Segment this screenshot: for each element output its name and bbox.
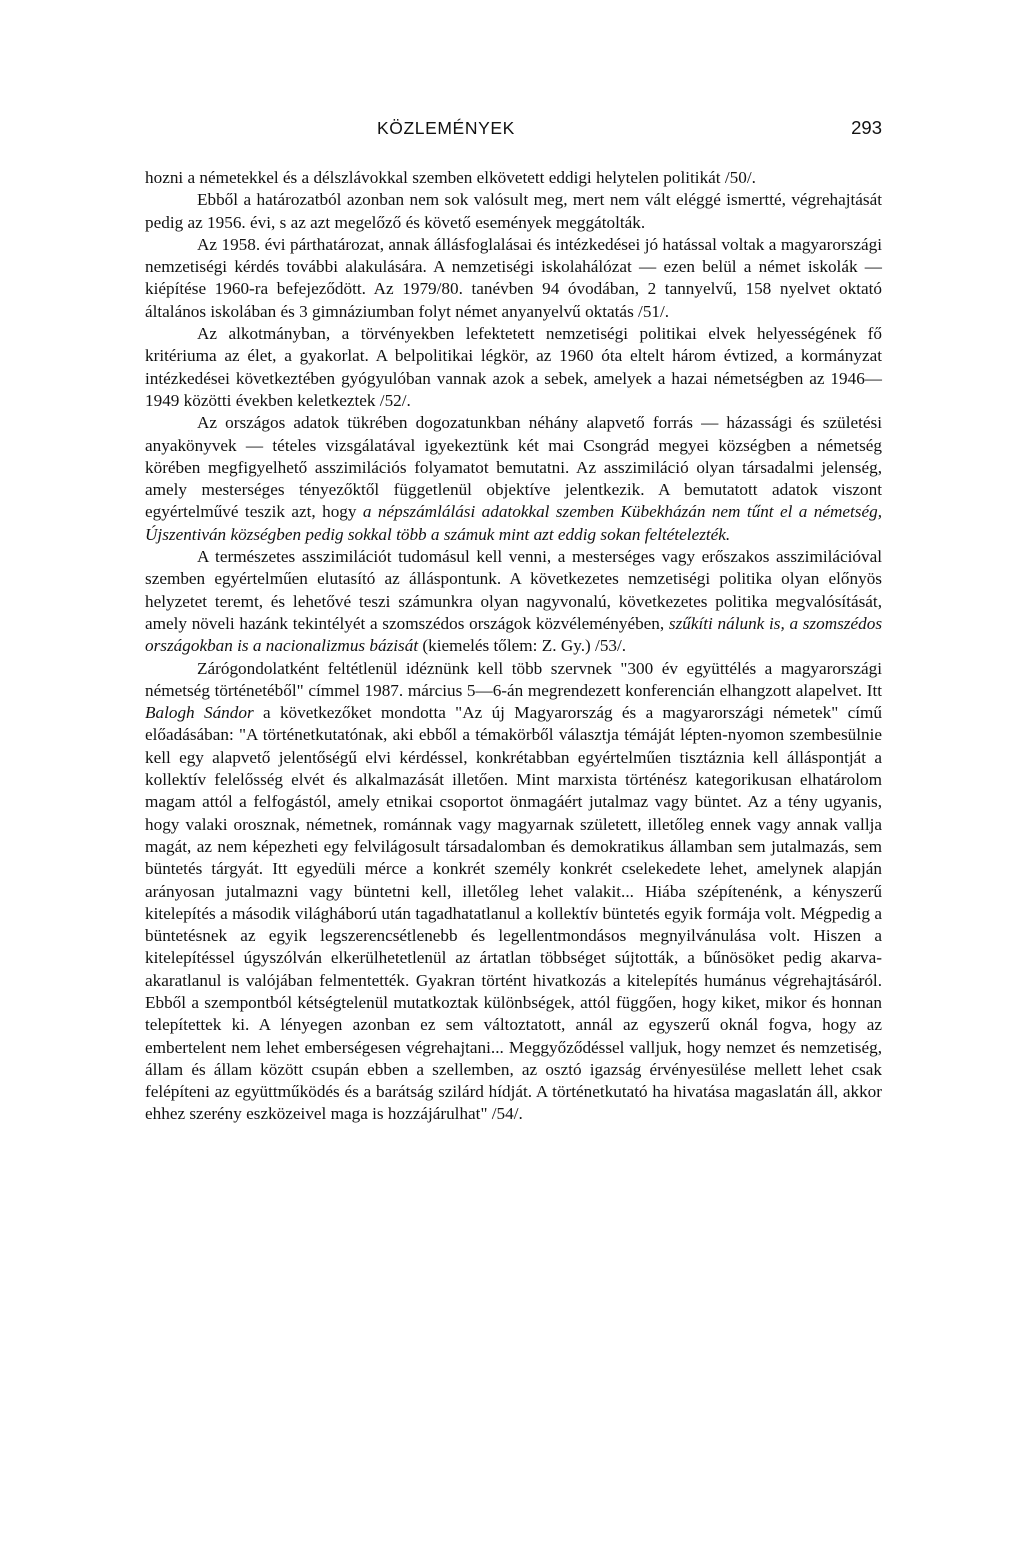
paragraph — [145, 412, 882, 546]
paragraph — [145, 234, 882, 323]
italic-text: a népszámlálási adatokkal szemben Kübekházán nem tűnt el a németség, Újszentiván községben pedig sokkal több a számuk mint azt eddig sokan feltételezték. — [145, 502, 882, 544]
text-run: Az 1958. évi párthatározat, annak állásfoglalásai és intézkedései jó hatással voltak a magyarországi nemzetiségi kérdés további alakulására. A nemzetiségi iskolahálózat — ezen belül a német iskolák — kiépítése 1960-ra befejeződött. Az 1979/80. tanévben 94 óvodában, 2 tannyelvű, 158 nyelvet oktató általános iskolában és 3 gimnáziumban folyt német anyanyelvű oktatás /51/. — [145, 234, 882, 321]
paragraph — [145, 167, 882, 189]
text-run: a következőket mondotta "Az új Magyarország és a magyarországi németek" című előadásában: "A történetkutatónak, aki ebből a témakörből választja témáját lépten-nyomon szembesülnie kell egy alapvető jelentőségű elvi kérdéssel, konkrétabban egyértelműen tisztáznia kell álláspontját a kollektív felelősség elvét és alkalmazását illetően. Mint marxista történész kategorikusan elhatárolom magam attól a felfogástól, amely etnikai csoportot önmagáért jutalmaz vagy büntet. Az a tény ugyanis, hogy valaki orosznak, németnek, románnak vagy magyarnak született, illetőleg ennek vagy annak vallja magát, az nem képezheti egy felvilágosult társadalomban és demokratikus államban sem jutalmazás, sem büntetés tárgyát. Itt egyedüli mérce a konkrét személy konkrét cselekedete lehet, amelynek alapján arányosan jutalmazni vagy büntetni kell, illetőleg lehet valakit... Hiába szépítenénk, a kényszerű kitelepítés a második világháború után tagadhatatlanul a kollektív büntetés egyik formája volt. Mégpedig a büntetésnek az egyik legszerencsétlenebb és legellentmondásos megnyilvánulása volt. Hiszen a kitelepítéssel úgyszólván elkerülhetetlenül az ártatlan többséget sújtották, a bűnösöket pedig akarva-akaratlanul is valójában felmentették. Gyakran történt hivatkozás a kitelepítés humánus végrehajtásáról. Ebből a szempontból kétségtelenül mutatkoztak különbségek, attól függően, hogy kiket, mikor és honnan telepítettek ki. A lényegen azonban ez sem változtatott, annál az egyszerű oknál fogva, hogy az embertelent nem lehet emberségesen végrehajtani... Meggyőződéssel valljuk, hogy nemzet és nemzetiség, állam és állam között csupán ebben a szellemben, az osztó igazság érvényesülése mellett lehet csak felépíteni az együttműködés és a barátság szilárd hídját. A történetkutató ha hivatása magaslatán áll, akkor ehhez szerény eszközeivel maga is hozzájárulhat" /54/. — [145, 703, 882, 1124]
text-run: hozni a németekkel és a délszlávokkal szemben elkövetett eddigi helytelen politikát /50/. — [145, 168, 756, 187]
paragraph — [145, 658, 882, 1126]
page-header — [145, 118, 882, 142]
paragraph — [145, 546, 882, 657]
text-run: (kiemelés tőlem: Z. Gy.) /53/. — [418, 636, 627, 656]
body-text — [145, 167, 882, 1126]
text-run: Az alkotmányban, a törvényekben lefektetett nemzetiségi politikai elvek helyességének fő kritériuma az élet, a gyakorlat. A belpolitikai légkör, az 1960 óta eltelt három évtized, a kormányzat intézkedései következtében gyógyulóban vannak azok a sebek, amelyek a hazai németségben az 1946—1949 közötti években keletkeztek /52/. — [145, 324, 882, 410]
text-run: Zárógondolatként feltétlenül idéznünk kell több szervnek "300 év együttélés a magyarországi németség történetéből" címmel 1987. március 5—6-án megrendezett konferencián elhangzott alapelvet. Itt — [145, 658, 882, 700]
text-run: A természetes asszimilációt tudomásul kell venni, a mesterséges vagy erőszakos asszimilációval szemben egyértelműen elutasító az álláspontunk. A következetes nemzetiségi politika olyan előnyös helyzetet teremt, és lehetővé teszi számunkra olyan nagyvonalú, következetes politika megvalósítását, amely növeli hazánk tekintélyét a szomszédos országok közvéleményében, — [145, 547, 882, 633]
italic-text: Balogh Sándor — [145, 703, 254, 723]
paragraph — [145, 189, 882, 234]
paragraph — [145, 323, 882, 412]
italic-text: szűkíti nálunk is, a szomszédos országokban is a nacionalizmus bázisát — [145, 613, 883, 656]
text-run: Az országos adatok tükrében dogozatunkban néhány alapvető forrás — házassági és születési anyakönyvek — tételes vizsgálatával igyekeztünk két mai Csongrád megyei községben a németség körében megfigyelhető asszimilációs folyamatot bemutatni. Az asszimiláció olyan társadalmi jelenség, amely mesterséges tényezőktől függetlenül objektíve jelentkezik. A bemutatott adatok viszont egyértelművé teszik azt, hogy — [145, 413, 882, 522]
running-title: KÖZLEMÉNYEK — [377, 118, 515, 138]
text-run: Ebből a határozatból azonban nem sok valósult meg, mert nem vált eléggé ismertté, végrehajtását pedig az 1956. évi, s az azt megelőző és követő események meggátolták. — [145, 190, 882, 232]
page-number: 293 — [851, 117, 882, 138]
